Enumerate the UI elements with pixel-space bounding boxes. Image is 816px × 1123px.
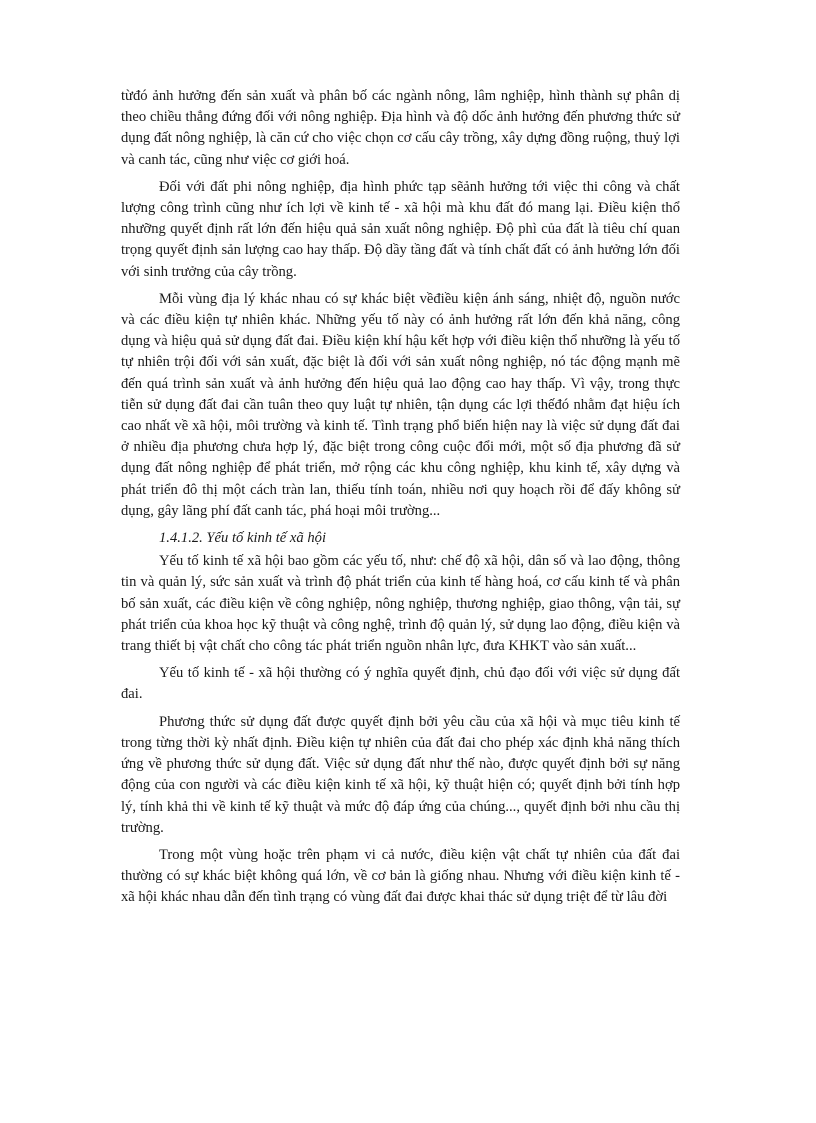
paragraph-non-agricultural-land: Đối với đất phi nông nghiệp, địa hình phức tạp sẽảnh hưởng tới việc thi công và chất lượng công trình cũng như ích lợi về kinh tế - xã hội mà khu đất đó mang lại. Điều kiện thổ nhưỡng quyết định rất lớn đến hiệu quả sản xuất nông nghiệp. Độ phì của đất là tiêu chí quan trọng quyết định sản lượng cao hay thấp. Độ dầy tầng đất và tính chất đất có ảnh hưởng lớn đối với sinh trưởng của cây trồng. [121,178,680,280]
paragraph-socioeconomic-factors: Yếu tố kinh tế xã hội bao gồm các yếu tố, như: chế độ xã hội, dân số và lao động, thông tin và quản lý, sức sản xuất và trình độ phát triển của kinh tế hàng hoá, cơ cấu kinh tế và phân bố sản xuất, các điều kiện về công nghiệp, nông nghiệp, thương nghiệp, giao thông, vận tải, sự phát triển của khoa học kỹ thuật và công nghệ, trình độ quản lý, sử dụng lao động, điều kiện và trang thiết bị vật chất cho công tác phát triển nguồn nhân lực, đưa KHKT vào sản xuất... [121,553,680,655]
paragraph-decisive-role: Yếu tố kinh tế - xã hội thường có ý nghĩa quyết định, chủ đạo đối với việc sử dụng đất đai. [121,665,680,703]
paragraph-terrain-continuation: từđó ảnh hưởng đến sản xuất và phân bố các ngành nông, lâm nghiệp, hình thành sự phân dị theo chiều thẳng đứng đối với nông nghiệp. Địa hình và độ dốc ảnh hưởng đến phương thức sử dụng đất nông nghiệp, là căn cứ cho việc chọn cơ cấu cây trồng, xây dựng đồng ruộng, thuỷ lợi và canh tác, cũng như việc cơ giới hoá. [121,88,680,168]
paragraph-land-use-methods: Phương thức sử dụng đất được quyết định bởi yêu cầu của xã hội và mục tiêu kinh tế trong từng thời kỳ nhất định. Điều kiện tự nhiên của đất đai cho phép xác định khả năng thích ứng về phương thức sử dụng đất. Việc sử dụng đất như thế nào, được quyết định bởi sự năng động của con người và các điều kiện kinh tế xã hội, kỹ thuật hiện có; quyết định bởi tính hợp lý, tính khả thi về kinh tế kỹ thuật và mức độ đáp ứng của chúng..., quyết định bởi nhu cầu thị trường. [121,713,680,836]
document-page [121,86,680,915]
paragraph-regional-differences: Trong một vùng hoặc trên phạm vi cả nước, điều kiện vật chất tự nhiên của đất đai thường có sự khác biệt không quá lớn, về cơ bản là giống nhau. Nhưng với điều kiện kinh tế - xã hội khác nhau dẫn đến tình trạng có vùng đất đai được khai thác sử dụng triệt để từ lâu đời [121,846,680,906]
section-heading-socioeconomic: 1.4.1.2. Yếu tố kinh tế xã hội [159,530,326,547]
paragraph-regional-conditions: Mỗi vùng địa lý khác nhau có sự khác biệt vềđiều kiện ánh sáng, nhiệt độ, nguồn nước và các điều kiện tự nhiên khác. Những yếu tố này có ảnh hưởng rất lớn đến khả năng, công dụng và hiệu quả sử dụng đất đai. Điều kiện khí hậu kết hợp với điều kiện thổ nhưỡng là yếu tố tự nhiên trội đối với sản xuất, đặc biệt là đối với sản xuất nông nghiệp, nó tác động mạnh mẽ đến quá trình sản xuất và ảnh hưởng đến hiệu quả lao động cao hay thấp. Vì vậy, trong thực tiễn sử dụng đất đai cần tuân theo quy luật tự nhiên, tận dụng các lợi thếđó nhằm đạt hiệu ích cao nhất về xã hội, môi trường và kinh tế. Tình trạng phổ biến hiện nay là việc sử dụng đất đai ở nhiều địa phương chưa hợp lý, đặc biệt trong công cuộc đổi mới, một số địa phương đã sử dụng đất nông nghiệp để phát triển, mở rộng các khu công nghiệp, khu kinh tế, xây dựng và phát triển đô thị một cách tràn lan, thiếu tính toán, nhiều nơi quy hoạch rồi để đấy không sử dụng, gây lãng phí đất canh tác, phá hoại môi trường... [121,290,680,519]
